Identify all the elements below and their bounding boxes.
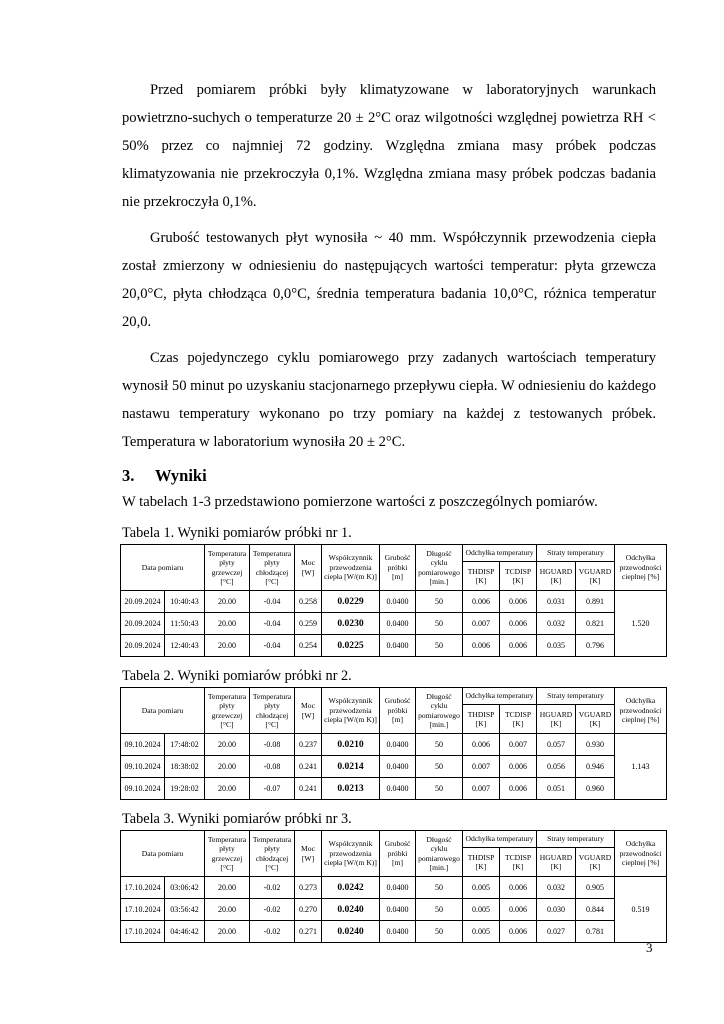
table-cell: -0.02 xyxy=(250,921,295,943)
table-cell: 0.006 xyxy=(463,591,500,613)
table-cell: 0.032 xyxy=(537,613,576,635)
paragraph-thickness: Grubość testowanych płyt wynosiła ~ 40 mm. Współczynnik przewodzenia ciepła został zmierzony w odniesieniu do następujących wartości temperatur: płyta grzewcza 20,0°C, płyta chłodząca 0,0°C, średnia temperatura badania 10,0°C, różnica temperatur 20,0. xyxy=(122,230,656,330)
header-straty-temperatury: Straty temperatury xyxy=(537,831,615,848)
table-cell: 20.00 xyxy=(205,756,250,778)
table-cell: -0.04 xyxy=(250,591,295,613)
table-cell: 09.10.2024 xyxy=(121,756,165,778)
table-cell: 20.00 xyxy=(205,635,250,657)
header-temp-chlodzacej: Temperatura płyty chłodzącej [°C] xyxy=(250,688,295,734)
table-cell: 0.259 xyxy=(295,613,322,635)
header-vguard: VGUARD [K] xyxy=(576,562,615,591)
table-3-caption: Tabela 3. Wyniki pomiarów próbki nr 3. xyxy=(122,811,352,827)
header-data-pomiaru: Data pomiaru xyxy=(121,545,205,591)
table-cell: 0.891 xyxy=(576,591,615,613)
table-cell: 0.006 xyxy=(500,877,537,899)
table-cell: 0.0210 xyxy=(322,734,380,756)
table-cell: 50 xyxy=(416,921,463,943)
table-3-container xyxy=(122,830,662,943)
table-cell: -0.02 xyxy=(250,877,295,899)
table-row xyxy=(121,591,667,613)
table-cell: 0.0400 xyxy=(380,756,416,778)
table-cell: 0.035 xyxy=(537,635,576,657)
header-temp-chlodzacej: Temperatura płyty chłodzącej [°C] xyxy=(250,545,295,591)
table-cell: 0.005 xyxy=(463,877,500,899)
table-cell: 0.005 xyxy=(463,921,500,943)
table-row xyxy=(121,734,667,756)
table-cell: -0.08 xyxy=(250,734,295,756)
header-wspolczynnik: Współczynnik przewodzenia ciepła [W/(m K)] xyxy=(322,545,380,591)
table-cell: 0.006 xyxy=(500,591,537,613)
header-straty-temperatury: Straty temperatury xyxy=(537,688,615,705)
table-cell: 0.006 xyxy=(500,635,537,657)
table-cell: 0.006 xyxy=(500,778,537,800)
table-cell: -0.07 xyxy=(250,778,295,800)
table-cell: 20.00 xyxy=(205,899,250,921)
header-hguard: HGUARD [K] xyxy=(537,562,576,591)
header-data-pomiaru: Data pomiaru xyxy=(121,831,205,877)
table-row xyxy=(121,899,667,921)
table-cell: 0.032 xyxy=(537,877,576,899)
table-cell: 10:40:43 xyxy=(165,591,205,613)
table-cell: 0.030 xyxy=(537,899,576,921)
header-wspolczynnik: Współczynnik przewodzenia ciepła [W/(m K)] xyxy=(322,688,380,734)
table-cell: 20.09.2024 xyxy=(121,591,165,613)
results-table xyxy=(120,830,667,943)
table-cell: 0.0400 xyxy=(380,734,416,756)
header-dlugosc-cyklu: Długość cyklu pomiarowego [min.] xyxy=(416,545,463,591)
deviation-cell: 1.143 xyxy=(615,734,667,800)
table-cell: 0.271 xyxy=(295,921,322,943)
table-cell: 17:48:02 xyxy=(165,734,205,756)
table-cell: 0.031 xyxy=(537,591,576,613)
table-cell: 0.781 xyxy=(576,921,615,943)
table-cell: 0.0400 xyxy=(380,778,416,800)
table-cell: 0.241 xyxy=(295,778,322,800)
header-grubosc: Grubość próbki [m] xyxy=(380,688,416,734)
header-dlugosc-cyklu: Długość cyklu pomiarowego [min.] xyxy=(416,688,463,734)
table-row xyxy=(121,613,667,635)
table-cell: -0.02 xyxy=(250,899,295,921)
table-cell: 0.0214 xyxy=(322,756,380,778)
table-cell: 0.0229 xyxy=(322,591,380,613)
table-cell: 0.960 xyxy=(576,778,615,800)
table-cell: 0.844 xyxy=(576,899,615,921)
header-moc: Moc [W] xyxy=(295,545,322,591)
table-cell: 0.0242 xyxy=(322,877,380,899)
header-vguard: VGUARD [K] xyxy=(576,848,615,877)
table-cell: 0.007 xyxy=(463,613,500,635)
header-temp-grzewczej: Temperatura płyty grzewczej [°C] xyxy=(205,831,250,877)
table-cell: 0.0240 xyxy=(322,921,380,943)
table-cell: 0.0400 xyxy=(380,899,416,921)
header-grubosc: Grubość próbki [m] xyxy=(380,545,416,591)
table-cell: 0.057 xyxy=(537,734,576,756)
table-cell: 09.10.2024 xyxy=(121,778,165,800)
table-cell: 50 xyxy=(416,635,463,657)
table-cell: 17.10.2024 xyxy=(121,899,165,921)
header-moc: Moc [W] xyxy=(295,688,322,734)
table-cell: 0.0230 xyxy=(322,613,380,635)
header-data-pomiaru: Data pomiaru xyxy=(121,688,205,734)
table-cell: 0.007 xyxy=(463,756,500,778)
table-row xyxy=(121,635,667,657)
header-odchylka-przewodnosci: Odchyłka przewodności cieplnej [%] xyxy=(615,831,667,877)
table-cell: 17.10.2024 xyxy=(121,921,165,943)
table-row xyxy=(121,778,667,800)
table-cell: 50 xyxy=(416,756,463,778)
table-cell: 04:46:42 xyxy=(165,921,205,943)
header-moc: Moc [W] xyxy=(295,831,322,877)
table-cell: 09.10.2024 xyxy=(121,734,165,756)
section-title: Wyniki xyxy=(155,466,207,485)
table-cell: 0.905 xyxy=(576,877,615,899)
table-cell: 0.241 xyxy=(295,756,322,778)
table-cell: 18:38:02 xyxy=(165,756,205,778)
table-cell: 0.270 xyxy=(295,899,322,921)
deviation-cell: 1.520 xyxy=(615,591,667,657)
intro-line: W tabelach 1-3 przedstawiono pomierzone wartości z poszczególnych pomiarów. xyxy=(122,494,598,510)
table-cell: 20.00 xyxy=(205,734,250,756)
header-temp-grzewczej: Temperatura płyty grzewczej [°C] xyxy=(205,688,250,734)
table-cell: 0.0400 xyxy=(380,921,416,943)
table-cell: 0.254 xyxy=(295,635,322,657)
deviation-cell: 0.519 xyxy=(615,877,667,943)
table-cell: 0.0240 xyxy=(322,899,380,921)
header-straty-temperatury: Straty temperatury xyxy=(537,545,615,562)
header-thdisp: THDISP [K] xyxy=(463,562,500,591)
table-cell: 50 xyxy=(416,613,463,635)
table-cell: 0.0213 xyxy=(322,778,380,800)
header-grubosc: Grubość próbki [m] xyxy=(380,831,416,877)
table-cell: 20.00 xyxy=(205,591,250,613)
table-cell: 20.00 xyxy=(205,921,250,943)
header-hguard: HGUARD [K] xyxy=(537,705,576,734)
table-cell: 0.006 xyxy=(500,921,537,943)
table-cell: 0.005 xyxy=(463,899,500,921)
table-cell: 0.273 xyxy=(295,877,322,899)
header-odchylka-temperatury: Odchyłka temperatury xyxy=(463,831,537,848)
header-thdisp: THDISP [K] xyxy=(463,848,500,877)
header-dlugosc-cyklu: Długość cyklu pomiarowego [min.] xyxy=(416,831,463,877)
table-cell: 0.0400 xyxy=(380,591,416,613)
table-cell: 0.796 xyxy=(576,635,615,657)
header-odchylka-przewodnosci: Odchyłka przewodności cieplnej [%] xyxy=(615,688,667,734)
table-cell: -0.04 xyxy=(250,635,295,657)
table-cell: 0.0225 xyxy=(322,635,380,657)
table-cell: 0.006 xyxy=(500,756,537,778)
table-row xyxy=(121,756,667,778)
table-cell: 20.00 xyxy=(205,613,250,635)
table-2-caption: Tabela 2. Wyniki pomiarów próbki nr 2. xyxy=(122,668,352,684)
table-cell: 20.09.2024 xyxy=(121,613,165,635)
table-cell: 19:28:02 xyxy=(165,778,205,800)
table-cell: 0.0400 xyxy=(380,613,416,635)
header-odchylka-przewodnosci: Odchyłka przewodności cieplnej [%] xyxy=(615,545,667,591)
table-cell: 0.258 xyxy=(295,591,322,613)
table-2-container xyxy=(122,687,662,800)
paragraph-conditioning: Przed pomiarem próbki były klimatyzowane w laboratoryjnych warunkach powietrzno-suchych o temperaturze 20 ± 2°C oraz wilgotności względnej powietrza RH < 50% przez co najmniej 72 godziny. Względna zmiana masy próbek podczas klimatyzowania nie przekroczyła 0,1%. Względna zmiana masy próbek podczas badania nie przekroczyła 0,1%. xyxy=(122,82,656,210)
table-cell: 0.007 xyxy=(500,734,537,756)
table-cell: 0.006 xyxy=(463,734,500,756)
table-cell: 12:40:43 xyxy=(165,635,205,657)
header-odchylka-temperatury: Odchyłka temperatury xyxy=(463,545,537,562)
table-cell: 0.056 xyxy=(537,756,576,778)
table-cell: 0.0400 xyxy=(380,877,416,899)
table-cell: 20.00 xyxy=(205,778,250,800)
table-cell: 0.006 xyxy=(463,635,500,657)
table-cell: 0.237 xyxy=(295,734,322,756)
table-cell: 20.00 xyxy=(205,877,250,899)
section-number: 3. xyxy=(122,466,135,485)
header-odchylka-temperatury: Odchyłka temperatury xyxy=(463,688,537,705)
table-cell: -0.04 xyxy=(250,613,295,635)
table-1-caption: Tabela 1. Wyniki pomiarów próbki nr 1. xyxy=(122,525,352,541)
section-heading xyxy=(122,464,656,488)
page-content xyxy=(122,76,662,943)
table-cell: 50 xyxy=(416,591,463,613)
table-cell: 0.027 xyxy=(537,921,576,943)
results-table xyxy=(120,544,667,657)
table-row xyxy=(121,877,667,899)
table-1-container xyxy=(122,544,662,657)
results-table xyxy=(120,687,667,800)
table-cell: 50 xyxy=(416,877,463,899)
table-cell: 03:56:42 xyxy=(165,899,205,921)
table-cell: 0.051 xyxy=(537,778,576,800)
header-thdisp: THDISP [K] xyxy=(463,705,500,734)
table-cell: 03:06:42 xyxy=(165,877,205,899)
header-vguard: VGUARD [K] xyxy=(576,705,615,734)
page-number: 3 xyxy=(646,940,653,955)
header-tcdisp: TCDISP [K] xyxy=(500,705,537,734)
table-cell: 11:50:43 xyxy=(165,613,205,635)
table-cell: 0.006 xyxy=(500,613,537,635)
table-row xyxy=(121,921,667,943)
header-wspolczynnik: Współczynnik przewodzenia ciepła [W/(m K)] xyxy=(322,831,380,877)
header-temp-grzewczej: Temperatura płyty grzewczej [°C] xyxy=(205,545,250,591)
table-cell: 0.930 xyxy=(576,734,615,756)
table-cell: 17.10.2024 xyxy=(121,877,165,899)
header-tcdisp: TCDISP [K] xyxy=(500,848,537,877)
table-cell: 50 xyxy=(416,899,463,921)
table-cell: -0.08 xyxy=(250,756,295,778)
header-tcdisp: TCDISP [K] xyxy=(500,562,537,591)
table-cell: 0.0400 xyxy=(380,635,416,657)
table-cell: 50 xyxy=(416,734,463,756)
table-cell: 50 xyxy=(416,778,463,800)
table-cell: 0.946 xyxy=(576,756,615,778)
header-hguard: HGUARD [K] xyxy=(537,848,576,877)
table-cell: 0.006 xyxy=(500,899,537,921)
table-cell: 0.821 xyxy=(576,613,615,635)
table-cell: 20.09.2024 xyxy=(121,635,165,657)
header-temp-chlodzacej: Temperatura płyty chłodzącej [°C] xyxy=(250,831,295,877)
paragraph-cycle: Czas pojedynczego cyklu pomiarowego przy zadanych wartościach temperatury wynosił 50 minut po uzyskaniu stacjonarnego przepływu ciepła. W odniesieniu do każdego nastawu temperatury wykonano po trzy pomiary na każdej z testowanych próbek. Temperatura w laboratorium wynosiła 20 ± 2°C. xyxy=(122,350,656,450)
table-cell: 0.007 xyxy=(463,778,500,800)
